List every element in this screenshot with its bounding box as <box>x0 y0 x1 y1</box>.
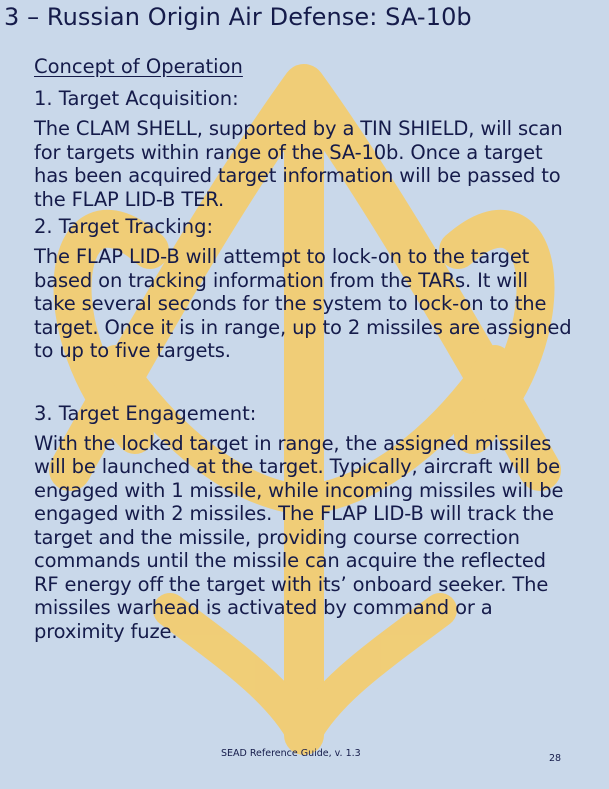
step-heading-target-tracking: 2. Target Tracking: <box>34 215 214 238</box>
section-heading: Concept of Operation <box>34 55 243 78</box>
step-text-target-tracking: The FLAP LID-B will attempt to lock-on to the target based on tracking information from the TARs. It will take several seconds for the system to lock-on to the target. Once it is in range, up to 2 missiles are assigned to up to five targets. <box>34 245 572 362</box>
footer-reference: SEAD Reference Guide, v. 1.3 <box>221 748 361 759</box>
section-spacer <box>34 366 574 401</box>
step-text-target-acquisition: The CLAM SHELL, supported by a TIN SHIELD, will scan for targets within range of the SA-10b. Once a target has been acquired target information will be passed to the FLAP LID-B TER. <box>34 117 563 211</box>
step-heading-target-engagement: 3. Target Engagement: <box>34 401 257 425</box>
page-title: 3 – Russian Origin Air Defense: SA-10b <box>4 3 472 31</box>
page-number: 28 <box>549 753 562 764</box>
concept-of-operation-section <box>34 54 574 646</box>
step-text-target-engagement: With the locked target in range, the assigned missiles will be launched at the target. Typically, aircraft will be engaged with 1 missile, while incoming missiles will be engaged with 2 missiles. The FLAP LID-B will track the target and the missile, providing course correction commands until the missile can acquire the reflected RF energy off the target with its’ onboard seeker. The missiles warhead is activated by command or a proximity fuze. <box>34 431 564 643</box>
step-heading-target-acquisition: 1. Target Acquisition: <box>34 87 239 110</box>
